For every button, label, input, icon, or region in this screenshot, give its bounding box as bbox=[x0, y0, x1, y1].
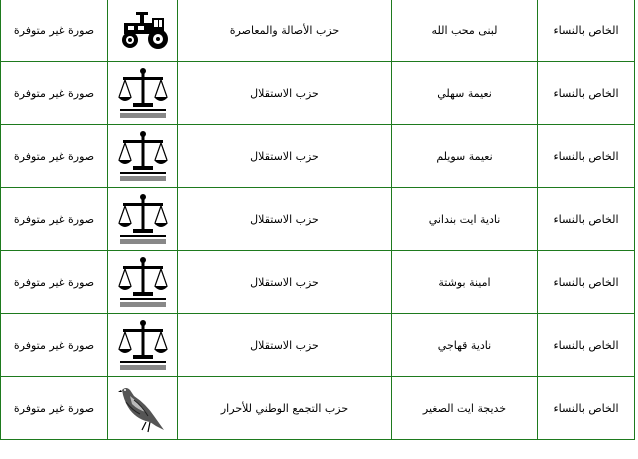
photo-cell: صورة غير متوفرة bbox=[1, 125, 108, 188]
list-cell: الخاص بالنساء bbox=[538, 377, 635, 440]
party-cell: حزب الاستقلال bbox=[178, 125, 392, 188]
dove-icon bbox=[108, 377, 178, 440]
scales-icon bbox=[108, 314, 178, 377]
scales-icon bbox=[108, 251, 178, 314]
table-row bbox=[1, 188, 635, 251]
table-row bbox=[1, 377, 635, 440]
party-cell: حزب الاستقلال bbox=[178, 188, 392, 251]
party-cell: حزب الاستقلال bbox=[178, 62, 392, 125]
scales-icon bbox=[108, 125, 178, 188]
list-cell: الخاص بالنساء bbox=[538, 188, 635, 251]
tractor-icon bbox=[108, 0, 178, 62]
table-row bbox=[1, 251, 635, 314]
table-row bbox=[1, 62, 635, 125]
list-cell: الخاص بالنساء bbox=[538, 62, 635, 125]
candidate-name: امينة بوشتة bbox=[392, 251, 538, 314]
candidate-name: نادية قهاجي bbox=[392, 314, 538, 377]
scales-icon bbox=[108, 188, 178, 251]
party-cell: حزب التجمع الوطني للأحرار bbox=[178, 377, 392, 440]
list-cell: الخاص بالنساء bbox=[538, 125, 635, 188]
photo-cell: صورة غير متوفرة bbox=[1, 0, 108, 62]
list-cell: الخاص بالنساء bbox=[538, 0, 635, 62]
candidate-name: نادية ايت بنداني bbox=[392, 188, 538, 251]
table-row bbox=[1, 0, 635, 62]
candidate-name: لبنى محب الله bbox=[392, 0, 538, 62]
photo-cell: صورة غير متوفرة bbox=[1, 314, 108, 377]
candidate-name: خديجة ايت الصغير bbox=[392, 377, 538, 440]
list-cell: الخاص بالنساء bbox=[538, 251, 635, 314]
photo-cell: صورة غير متوفرة bbox=[1, 188, 108, 251]
table-row bbox=[1, 314, 635, 377]
table-row bbox=[1, 125, 635, 188]
photo-cell: صورة غير متوفرة bbox=[1, 62, 108, 125]
party-cell: حزب الأصالة والمعاصرة bbox=[178, 0, 392, 62]
photo-cell: صورة غير متوفرة bbox=[1, 251, 108, 314]
photo-cell: صورة غير متوفرة bbox=[1, 377, 108, 440]
candidate-name: نعيمة سويلم bbox=[392, 125, 538, 188]
list-cell: الخاص بالنساء bbox=[538, 314, 635, 377]
party-cell: حزب الاستقلال bbox=[178, 251, 392, 314]
candidate-name: نعيمة سهلي bbox=[392, 62, 538, 125]
party-cell: حزب الاستقلال bbox=[178, 314, 392, 377]
scales-icon bbox=[108, 62, 178, 125]
